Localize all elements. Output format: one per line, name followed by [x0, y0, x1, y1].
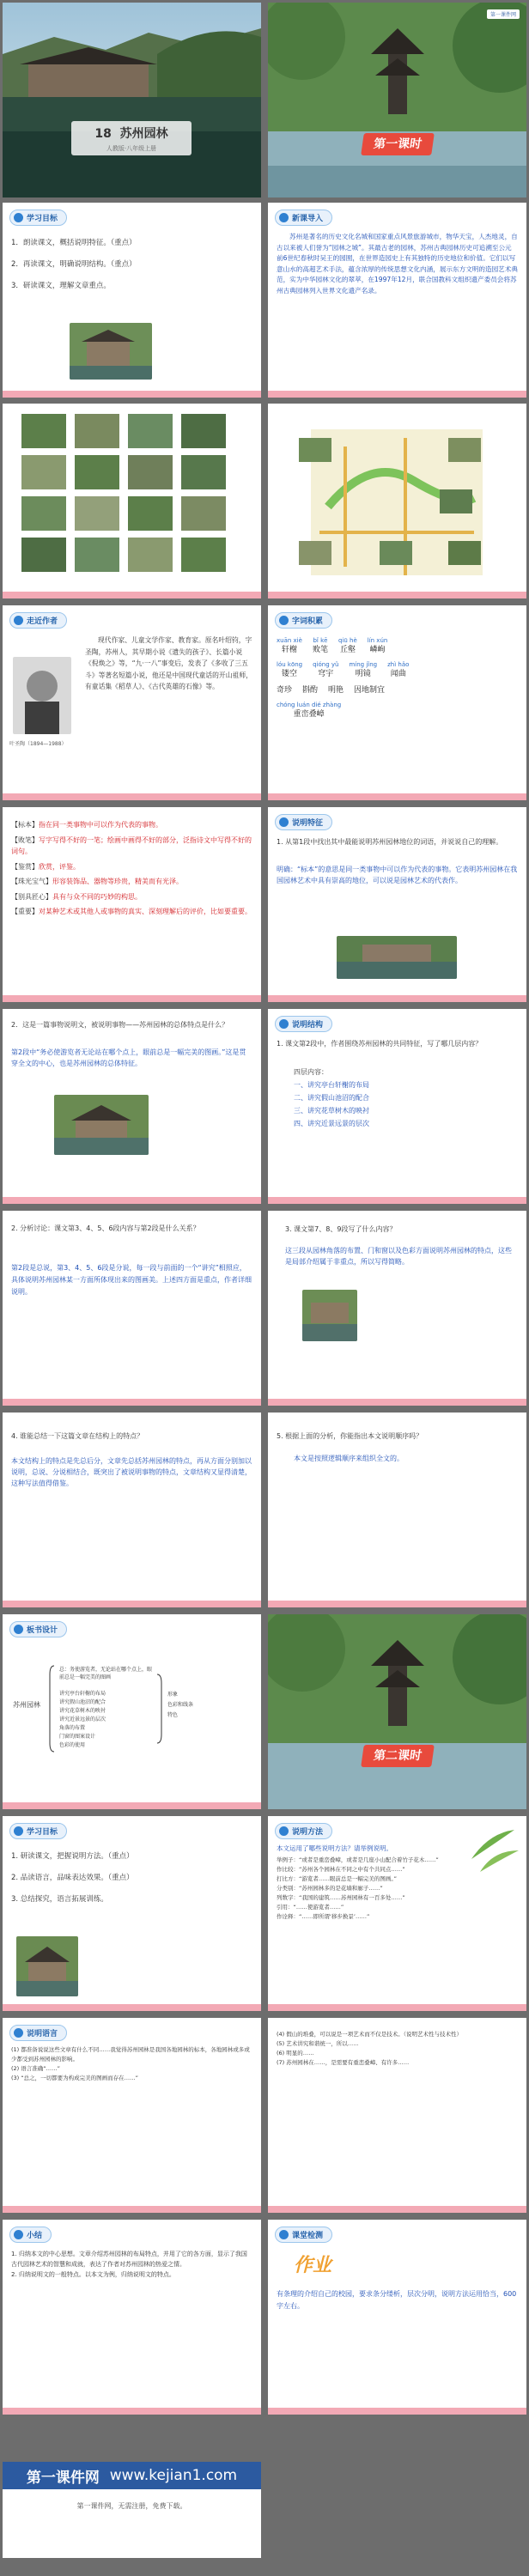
- footer-note-panel: [3, 2489, 261, 2558]
- board-branches: 讲究亭台轩榭的布局 讲究假山池沼的配合 讲究花草树木的映衬 讲究近景远景的层次 角落的布置 门窗的图案设计 色彩的使用: [59, 1691, 106, 1748]
- section-label: 走近作者: [9, 612, 67, 629]
- answer-text: 本文是按照逻辑顺序来组织全文的。: [294, 1455, 404, 1462]
- slide-summary: [3, 2220, 261, 2415]
- bullet-icon: [14, 2028, 23, 2038]
- brand-url[interactable]: www.kejian1.com: [109, 2467, 238, 2484]
- section-label: 说明结构: [275, 1016, 332, 1032]
- slide-vocabulary: [268, 605, 526, 800]
- objectives-list: [11, 237, 252, 293]
- lesson-title: 苏州园林: [119, 127, 168, 141]
- bullet-icon: [14, 2230, 23, 2239]
- question-text: 本文运用了哪些说明方法？请举例说明。: [277, 1844, 392, 1852]
- objective-item: 1．朗读课文，概括说明特征。（重点）: [11, 239, 137, 247]
- footer-stripe: [3, 995, 261, 1002]
- garden-photo: [302, 1290, 357, 1341]
- word-item: zhì hǎo 闻曲: [387, 661, 410, 678]
- answer-text: 这三段从园林角落的布置、门和窗以及色彩方面说明苏州园林的特点，这些是局部介绍属于非重点，所以写得简略。: [285, 1247, 512, 1266]
- garden-map: [268, 404, 526, 598]
- author-bio: 现代作家、儿童文学作家、教育家。原名叶绍钧，字圣陶，苏州人，其早期小说《遗失的孩子》、长篇小说《倪焕之》等，“九·一八”事变后，发表了《多收了三五斗》等著名短篇小说，他还是中国现代童话的开山祖师，有童话集《稻草人》、《古代英雄的石像》等。: [85, 636, 252, 690]
- brand-tag: 第一课件网: [487, 9, 520, 19]
- slide-methods: [268, 1816, 526, 2011]
- bullet-icon: [279, 616, 289, 625]
- slide-lesson1-cover: [268, 3, 526, 197]
- brand-bar[interactable]: [3, 2462, 261, 2489]
- slide-language-2: [268, 2018, 526, 2213]
- answer-text: 第2段是总说，第3、4、5、6段是分说，每一段与前面的一个“讲究”相照应，具体说明苏州园林某一方面所体现出来的图画美。上述四方面是重点，作者详细说明。: [11, 1264, 252, 1296]
- lesson-number: 18: [94, 127, 112, 141]
- test-text: 有条理的介绍自己的校园，要求条分缕析，层次分明，说明方法运用恰当，600字左右。: [277, 2290, 517, 2310]
- pagoda-photo: [268, 3, 526, 197]
- slide-q-summary: [3, 1413, 261, 1607]
- footer-stripe: [3, 2408, 261, 2415]
- lesson-subtitle: 人教版·八年级上册: [106, 145, 157, 152]
- slide-q-order: [268, 1413, 526, 1607]
- slide-author: [3, 605, 261, 800]
- footer-stripe: [3, 2206, 261, 2213]
- slide-structure: [268, 1009, 526, 1204]
- list-item: 二、讲究假山池沼的配合: [294, 1094, 369, 1102]
- footer-stripe: [268, 592, 526, 598]
- bullet-icon: [14, 213, 23, 222]
- question-text: 2. 分析讨论：课文第3、4、5、6段内容与第2段是什么关系？: [11, 1224, 200, 1232]
- garden-photo: [16, 1936, 78, 1996]
- list-item: 四层内容：: [294, 1068, 328, 1076]
- word-item: 斟酌: [302, 686, 319, 695]
- footer-stripe: [3, 1601, 261, 1607]
- objectives-list: [11, 1850, 252, 1906]
- bullet-icon: [279, 213, 289, 222]
- structure-list: [294, 1066, 518, 1130]
- word-item: míng jǐng 明镜: [349, 661, 378, 678]
- section-label: 说明方法: [275, 1823, 332, 1839]
- word-item: 奇珍: [277, 686, 293, 695]
- footer-stripe: [3, 793, 261, 800]
- objective-item: 2．再读课文，明确说明结构。（重点）: [11, 260, 137, 269]
- list-item: 四、讲究近景远景的层次: [294, 1120, 369, 1127]
- bullet-icon: [14, 1826, 23, 1836]
- section-label: 课堂检测: [275, 2227, 332, 2243]
- question-text: 5. 根据上面的分析，你能指出本文说明顺序吗？: [277, 1432, 423, 1440]
- definition-row: 【标本】指在同一类事物中可以作为代表的事物。: [11, 821, 162, 829]
- pagoda-photo: [268, 1614, 526, 1809]
- slide-board-design: [3, 1614, 261, 1809]
- footer-note: 第一课件网，无需注册，免费下载。: [76, 2502, 187, 2510]
- footer-stripe: [268, 793, 526, 800]
- word-item: xuān xiè 轩榭: [277, 637, 302, 654]
- section-label: 学习目标: [9, 1823, 67, 1839]
- answer-text: 本文结构上的特点是先总后分，文章先总括苏州园林的特点，再从方面分别加以说明，总说、分说相结合，既突出了被说明事物的特点，文章结构又显得清楚，这种写法值得借鉴。: [11, 1457, 252, 1487]
- footer-stripe: [268, 1601, 526, 1607]
- footer-stripe: [3, 2004, 261, 2011]
- photo-grid: [3, 404, 261, 598]
- homework-title: 作业: [294, 2255, 332, 2276]
- definition-row: 【重要】对某种艺术或其他人或事物的真实、深刻理解后的评价，比如要重要。: [11, 908, 252, 915]
- footer-stripe: [268, 1399, 526, 1406]
- title-banner: [71, 121, 192, 155]
- question-text: 1. 课文第2段中，作者围绕苏州园林的共同特征，写了哪几层内容？: [277, 1040, 483, 1048]
- slide-intro: [268, 203, 526, 398]
- author-portrait: [13, 657, 71, 734]
- slide-title: [3, 3, 261, 197]
- garden-photo: [54, 1095, 149, 1155]
- objective-item: 1. 研读课文，把握说明方法。（重点）: [11, 1852, 134, 1861]
- objective-item: 2. 品读语言，品味表达效果。（重点）: [11, 1874, 134, 1882]
- garden-photo: [3, 3, 261, 197]
- word-item: 明艳: [328, 686, 344, 695]
- intro-text: 苏州是著名的历史文化名城和国家重点风景旅游城市，物华天宝，人杰地灵，自古以来被人们誉为“园林之城”。其最古老的园林，苏州古典园林历史可追溯至公元前6世纪春秋时吴王的园囿，在世界造园史上有其独特的历史地位和价值。它们以写意山水的高超艺术手法，蕴含浓厚的传统思想文化内涵，展示东方文明的造园艺术典范，实为中华园林文化的翠萃，在1997年12月，联合国教科文组织遗产委员会将苏州古典园林列入世界文化遗产名录。: [277, 233, 518, 295]
- objective-item: 3. 总结探究，语言拓展训练。: [11, 1895, 108, 1904]
- answer-text: 第2段中“务必使游览者无论站在哪个点上，眼前总是一幅完美的图画。”这是贯穿全文的中心，也是苏州园林的总体特征。: [11, 1048, 246, 1067]
- word-item: lín xún 嶙峋: [367, 637, 388, 654]
- section-label: 板书设计: [9, 1621, 67, 1637]
- slide-lesson2-cover: [268, 1614, 526, 1809]
- footer-stripe: [3, 391, 261, 398]
- brand-name: 第一课件网: [26, 2469, 100, 2487]
- list-item: 一、讲究亭台轩榭的布局: [294, 1081, 369, 1089]
- word-item: chóng luán dié zhàng 重峦叠嶂: [277, 702, 342, 719]
- footer-stripe: [268, 2408, 526, 2415]
- board-right: 形象 色彩和线条 特色: [167, 1692, 194, 1718]
- garden-photo: [337, 936, 457, 979]
- author-caption: 叶圣陶（1894—1988）: [9, 741, 67, 747]
- definition-row: 【珠光宝气】形容装饰品、器物等珍贵，精美而有光泽。: [11, 878, 183, 885]
- language-text: (1) 都准备说说这些文章有什么不同……我觉得苏州园林是我国各地园林的标本，各地园林或多或少都受到苏州园林的影响。 (2) 语言准确“……” (3) “总之，一切都要为构成完美的图画而存在……”: [11, 2046, 250, 2081]
- footer-stripe: [3, 592, 261, 598]
- word-item: lóu kōng 镂空: [277, 661, 303, 678]
- slide-test: [268, 2220, 526, 2415]
- slide-q-relation: [3, 1211, 261, 1406]
- question-text: 3. 课文第7、8、9段写了什么内容？: [285, 1225, 397, 1233]
- section-label: 字词积累: [275, 612, 332, 629]
- footer-stripe: [268, 995, 526, 1002]
- slide-q-theme: [3, 1009, 261, 1204]
- bullet-icon: [279, 1826, 289, 1836]
- slide-q-content: [268, 1211, 526, 1406]
- slide-features: [268, 807, 526, 1002]
- lesson2-badge: 第二课时: [361, 1745, 435, 1767]
- footer-stripe: [3, 1197, 261, 1204]
- bullet-icon: [279, 2230, 289, 2239]
- word-list: [277, 636, 518, 721]
- objective-item: 3．研读课文，理解文章重点。: [11, 282, 111, 290]
- bullet-icon: [279, 1019, 289, 1029]
- bamboo-leaves-icon: [463, 1825, 523, 1876]
- footer-stripe: [3, 1802, 261, 1809]
- summary-text: 1. 归纳本文的中心思想。文章介绍苏州园林的布局特点，并用了它的各方面，显示了我国古代园林艺术的智慧和成就，表达了作者对苏州园林的热爱之情。 2. 归纳说明文的一般特点。以本文为例，归纳说明文的特点。: [11, 2251, 247, 2278]
- slide-objectives-2: [3, 1816, 261, 2011]
- word-item: qiū hè 丘壑: [337, 637, 357, 654]
- definition-row: 【败笔】写字写得不好的一笔；绘画中画得不好的部分，泛指诗文中写得不好的词句。: [11, 835, 252, 855]
- section-label: 学习目标: [9, 210, 67, 226]
- method-list: 举例子：“或者是重峦叠嶂，或者是几座小山配合着竹子花木……” 作比较：“苏州各个园林在不同之中有个共同点……” 打比方：“游览者……眼前总是一幅完美的图画。” 分类别：“苏州园林多的是花墙和廊子……” 列数字：“我国的建筑……苏州园林有一百多处……” 引用：“……使游览者……” 作诠释：“……即所谓‘移步换景’……”: [277, 1856, 439, 1920]
- list-item: 三、讲究花草树木的映衬: [294, 1107, 369, 1115]
- slide-objectives-1: [3, 203, 261, 398]
- section-label: 说明特征: [275, 814, 332, 830]
- garden-photo: [70, 323, 152, 380]
- slide-map: [268, 404, 526, 598]
- section-label: 小结: [9, 2227, 52, 2243]
- word-item: qióng yǔ 穹宇: [313, 661, 339, 678]
- word-item: bǐ kē 败笔: [312, 637, 328, 654]
- definition-row: 【别具匠心】具有与众不同的巧妙的构思。: [11, 892, 142, 901]
- footer-stripe: [268, 1197, 526, 1204]
- section-label: 说明语言: [9, 2025, 67, 2041]
- board-brackets: [3, 1614, 261, 1809]
- word-item: 因地制宜: [354, 686, 386, 695]
- board-root: 苏州园林: [13, 1701, 40, 1709]
- slide-photo-grid: [3, 404, 261, 598]
- footer-stripe: [268, 2004, 526, 2011]
- feature-answer: 明确：“标本”的意思是同一类事物中可以作为代表的事物。它表明苏州园林在我国园林艺术中具有崇高的地位，可以说是园林艺术的代表作。: [277, 866, 518, 884]
- language-text: (4) 假山的堆叠，可以说是一项艺术而不仅是技术。（说明艺术性与技术性） (5) 艺术讲究和谐统一，所以…… (6) 明显的…… (7) 苏州园林在……，是需要有重峦叠嶂、有许多……: [277, 2031, 463, 2066]
- board-mid: 总：务使游览者，无论站在哪个点上，眼前总是一幅完美的图画: [59, 1667, 153, 1680]
- slide-language: [3, 2018, 261, 2213]
- footer-stripe: [268, 2206, 526, 2213]
- lesson1-badge: 第一课时: [361, 133, 435, 155]
- section-label: 新课导入: [275, 210, 332, 226]
- definition-row: 【鉴赏】欣赏，评鉴。: [11, 862, 80, 871]
- slide-definitions: [3, 807, 261, 1002]
- footer-stripe: [3, 1399, 261, 1406]
- footer-stripe: [268, 391, 526, 398]
- definition-list: [11, 819, 252, 918]
- feature-question: 1. 从第1段中找出其中最能说明苏州园林地位的词语，并说说自己的理解。: [277, 838, 503, 846]
- question-text: 2．这是一篇事物说明文，被说明事物——苏州园林的总体特点是什么？: [11, 1021, 229, 1029]
- question-text: 4. 谁能总结一下这篇文章在结构上的特点？: [11, 1432, 144, 1440]
- bullet-icon: [14, 616, 23, 625]
- bullet-icon: [279, 817, 289, 827]
